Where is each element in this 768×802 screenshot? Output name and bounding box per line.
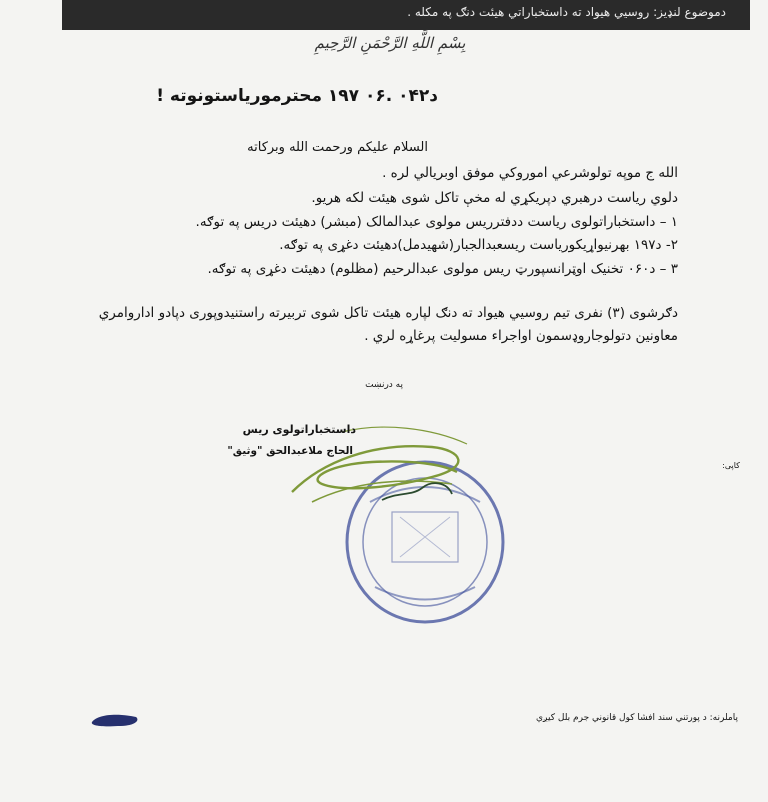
signature-title: داستخباراتولوی ريس [242,423,356,436]
body-line-2: دلوي رياست درهبري دپريکړي له مخې تاکل شوی هيئت لکه هريو. [311,190,678,206]
salutation: د۰۴۲ .۰۶ ۱۹۷ محترمورياستونوته ! [156,86,438,106]
body-item-1: ۱ – داستخباراتولوی رياست ددفترريس مولوی عبدالمالک (مبشر) دهيئت دريس په توګه. [195,214,678,230]
basmala-calligraphy: بِسْمِ اللَّهِ الرَّحْمَنِ الرَّحِيمِ [314,34,466,52]
copy-label: کاپی: [722,461,740,470]
greeting: السلام عليكم ورحمت الله وبركاته [247,140,428,155]
body-closing-2: معاونين دتولوجاروډسمون اواجراء مسوليت پرغاړه لري . [364,328,678,344]
redaction-mark-icon [88,712,140,728]
subject-text: دموضوع لنډيز: روسيي هيواد ته داستخباراتي هيئت دنګ په مکله . [407,5,726,19]
signature-name: الحاج ملاعبدالحق "وثيق" [227,445,353,457]
subject-header-bar [62,0,750,30]
body-line-1: الله ج موپه تولوشرعي اموروكي موفق اوبريالي لره . [382,165,678,181]
handwritten-signature-icon [282,422,482,522]
body-closing-1: دګرشوی (۳) نفری تيم روسيي هيواد ته دنګ لپاره هيئت تاکل شوی تربيرته راستنيدوپوری دپادو اداروامري [98,305,678,321]
body-item-3: ۳ – د۰۶۰ تخنيک اوټرانسپورټ ريس مولوی عبدالرحيم (مظلوم) دهيئت دغړی په توګه. [207,261,678,277]
confidentiality-footnote: پاملرنه: د پورتني سند افشا کول قانوني جرم بلل کيږي [536,713,738,723]
body-item-2: ۲- د۱۹۷ بهرنيواړيکورياست ريسعبدالجبار(شهيدمل)دهيئت دغړی په توګه. [279,237,678,253]
respect-line: په درنښت [365,380,403,390]
